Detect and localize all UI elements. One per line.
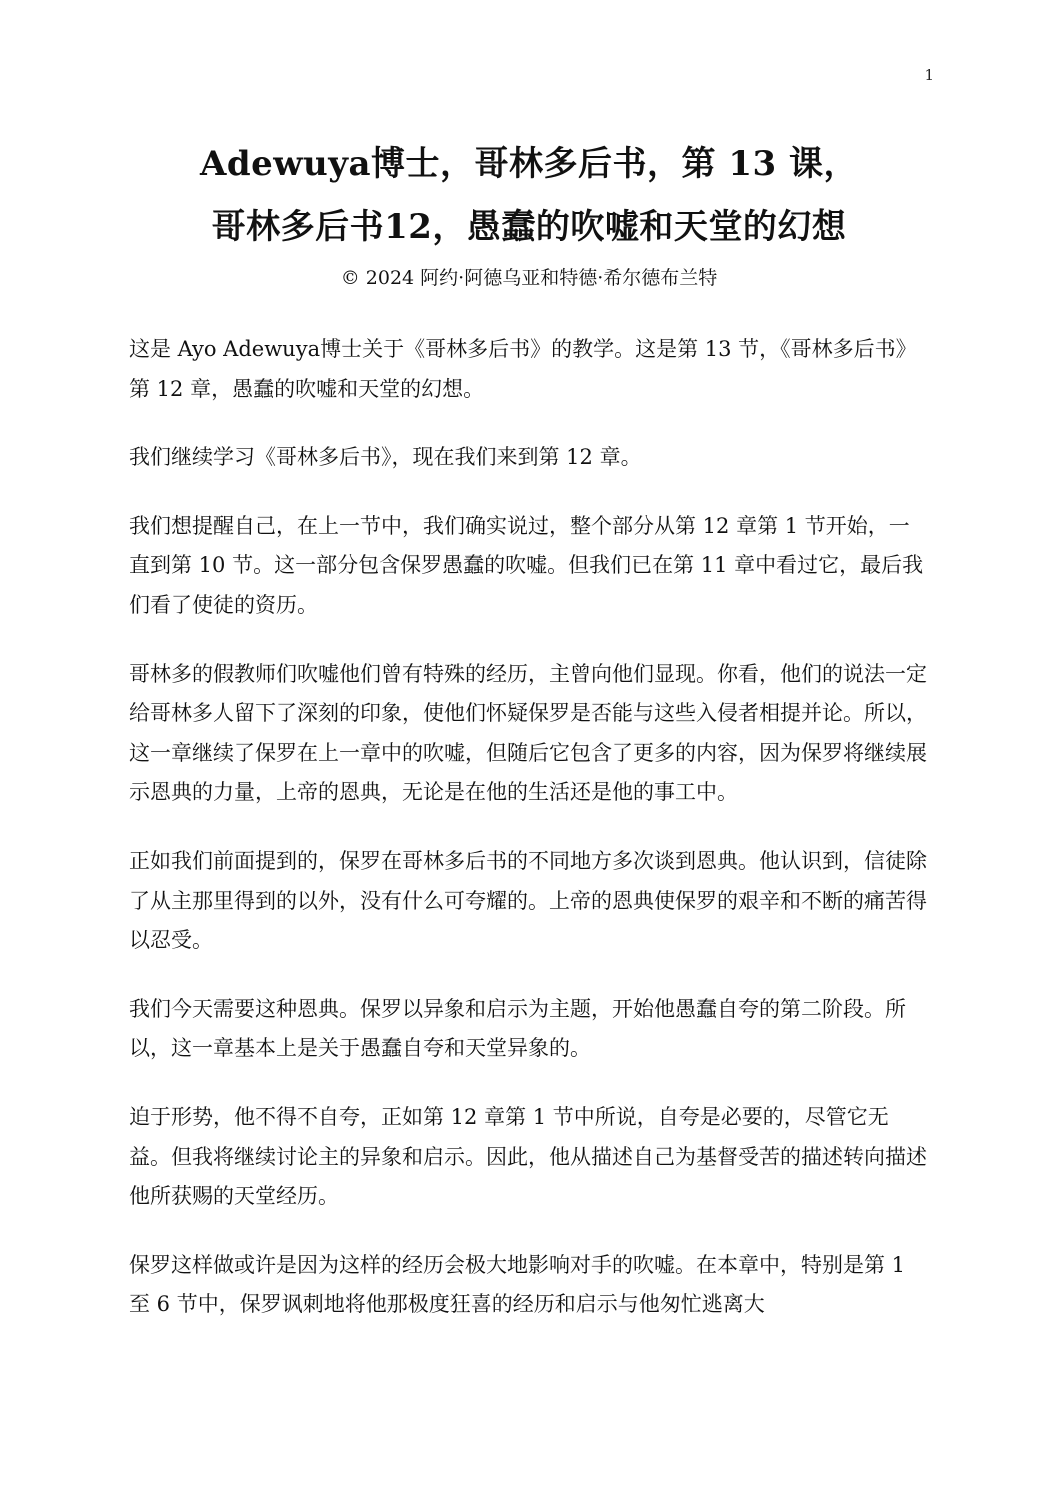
paragraph: 我们继续学习《哥林多后书》，现在我们来到第 12 章。: [129, 445, 642, 470]
paragraph: 我们想提醒自己，在上一节中，我们确实说过，整个部分从第 12 章第 1 节开始，一直到第 10 节。这一部分包含保罗愚蠢的吹嘘。但我们已在第 11 章中看过它，最后我们看了使徒的资历。: [129, 513, 924, 617]
title-line-1: Adewuya博士，哥林多后书，第 13 课，: [199, 144, 859, 184]
paragraph: 我们今天需要这种恩典。保罗以异象和启示为主题，开始他愚蠢自夸的第二阶段。所以，这一章基本上是关于愚蠢自夸和天堂异象的。: [129, 996, 906, 1061]
paragraph: 迫于形势，他不得不自夸，正如第 12 章第 1 节中所说，自夸是必要的，尽管它无益。但我将继续讨论主的异象和启示。因此，他从描述自己为基督受苦的描述转向描述他所获赐的天堂经历。: [129, 1104, 927, 1209]
page-number: 1: [924, 66, 934, 84]
paragraph: 正如我们前面提到的，保罗在哥林多后书的不同地方多次谈到恩典。他认识到，信徒除了从主那里得到的以外，没有什么可夸耀的。上帝的恩典使保罗的艰辛和不断的痛苦得以忍受。: [129, 848, 927, 953]
body-text: [129, 330, 927, 1354]
paragraph: 保罗这样做或许是因为这样的经历会极大地影响对手的吹嘘。在本章中，特别是第 1 至 6 节中，保罗讽刺地将他那极度狂喜的经历和启示与他匆忙逃离大: [129, 1252, 906, 1317]
paragraph: 哥林多的假教师们吹嘘他们曾有特殊的经历，主曾向他们显现。你看，他们的说法一定给哥林多人留下了深刻的印象，使他们怀疑保罗是否能与这些入侵者相提并论。所以，这一章继续了保罗在上一章中的吹嘘，但随后它包含了更多的内容，因为保罗将继续展示恩典的力量，上帝的恩典，无论是在他的生活还是他的事工中。: [129, 661, 927, 805]
title-line-2: 哥林多后书12，愚蠢的吹嘘和天堂的幻想: [211, 207, 847, 247]
paragraph: 这是 Ayo Adewuya博士关于《哥林多后书》的教学。这是第 13 节，《哥林多后书》第 12 章，愚蠢的吹嘘和天堂的幻想。: [129, 337, 917, 401]
copyright-notice: © 2024 阿约·阿德乌亚和特德·希尔德布兰特: [340, 267, 718, 289]
